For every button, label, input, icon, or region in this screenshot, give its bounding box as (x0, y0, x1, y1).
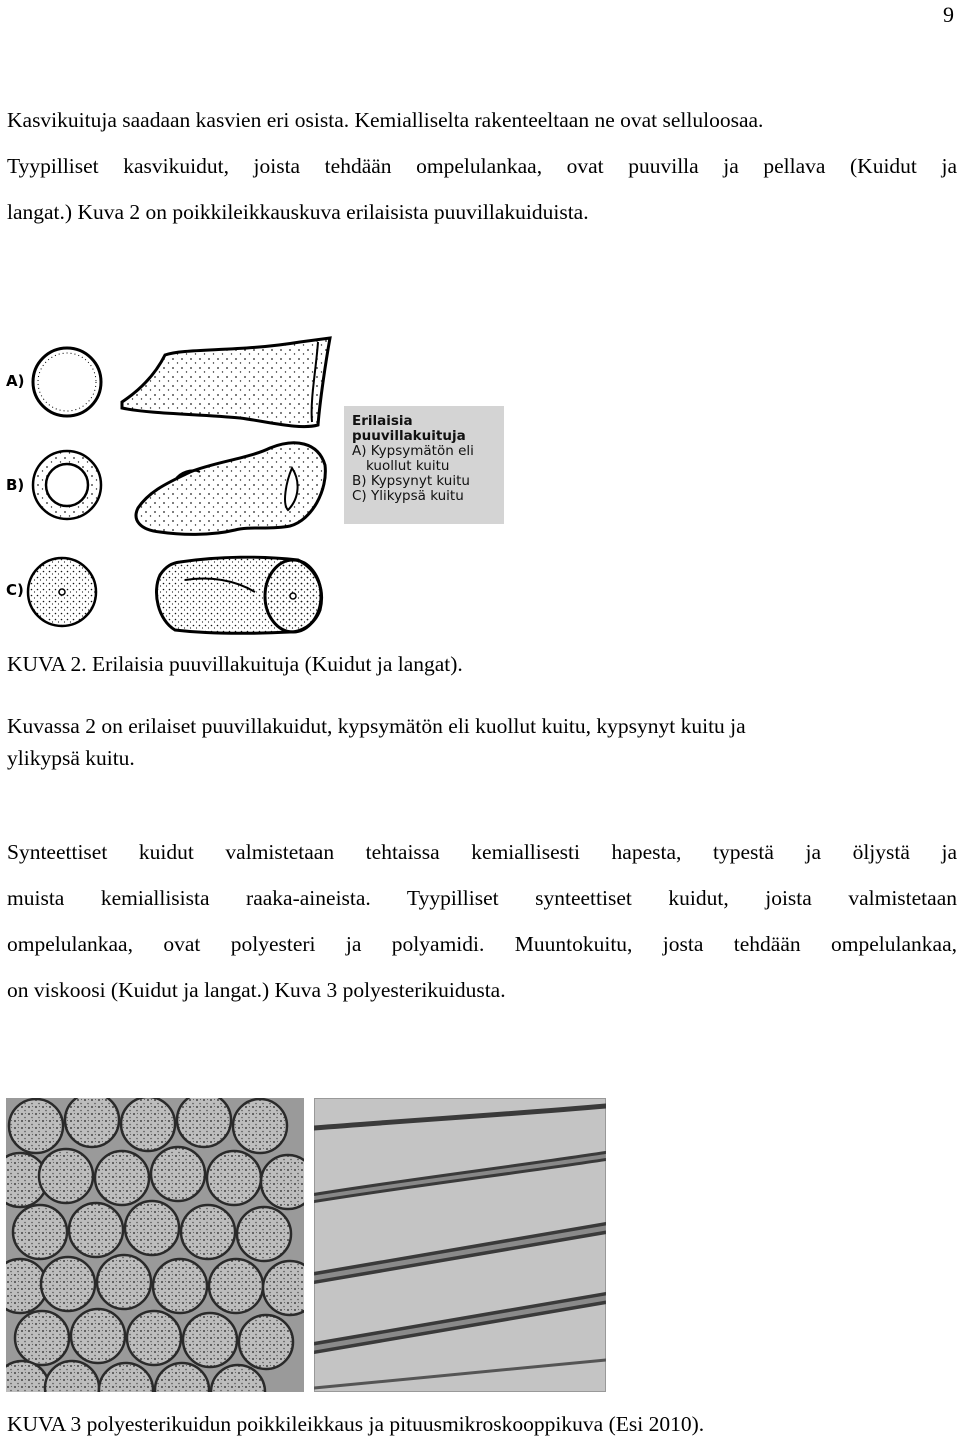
row-label-c: C) (6, 581, 24, 599)
para2-line-2: ylikypsä kuitu. (7, 746, 135, 770)
figure-3-cross-section-image (6, 1098, 304, 1392)
intro-line-2: Tyypilliset kasvikuidut, joista tehdään ompelulankaa, ovat puuvilla ja pellava (Kuidut ja (7, 154, 957, 178)
figure-2-legend (344, 406, 504, 524)
intro-line-3: langat.) Kuva 2 on poikkileikkauskuva erilaisista puuvillakuiduista. (7, 200, 589, 224)
fibre-a-long-view (122, 338, 330, 427)
intro-line-1: Kasvikuituja saadaan kasvien eri osista. Kemialliselta rakenteeltaan ne ovat selluloosaa. (7, 108, 764, 132)
legend-item-c: C) Ylikypsä kuitu (352, 488, 464, 504)
page-number: 9 (943, 2, 954, 27)
para2-line-1: Kuvassa 2 on erilaiset puuvillakuidut, kypsymätön eli kuollut kuitu, kypsynyt kuitu ja (7, 714, 746, 738)
figure-3-caption: KUVA 3 polyesterikuidun poikkileikkaus ja pituusmikroskooppikuva (Esi 2010). (7, 1412, 705, 1436)
fibre-a-cross-section (33, 348, 101, 416)
para3-line-4: on viskoosi (Kuidut ja langat.) Kuva 3 polyesterikuidusta. (7, 978, 506, 1002)
legend-item-a-cont: kuollut kuitu (366, 458, 450, 474)
polyester-longitudinal-micrograph (314, 1098, 606, 1392)
figure-2-cotton-fibres (0, 330, 520, 640)
legend-item-a: A) Kypsymätön eli (352, 443, 474, 459)
figure-3-longitudinal-image (314, 1098, 606, 1392)
para3-line-1: Synteettiset kuidut valmistetaan tehtaissa kemiallisesti hapesta, typestä ja öljystä ja (7, 840, 957, 864)
para3-line-2: muista kemiallisista raaka-aineista. Tyypilliset synteettiset kuidut, joista valmistetaan (7, 886, 957, 910)
polyester-cross-section-micrograph (6, 1098, 304, 1392)
para3-line-3: ompelulankaa, ovat polyesteri ja polyamidi. Muuntokuitu, josta tehdään ompelulankaa, (7, 932, 957, 956)
legend-title-1: Erilaisia (352, 413, 413, 429)
row-label-b: B) (6, 476, 25, 494)
legend-title-2: puuvillakuituja (352, 428, 466, 444)
figure-2-caption: KUVA 2. Erilaisia puuvillakuituja (Kuidut ja langat). (7, 652, 463, 676)
legend-item-b: B) Kypsynyt kuitu (352, 473, 470, 489)
row-label-a: A) (6, 372, 25, 390)
